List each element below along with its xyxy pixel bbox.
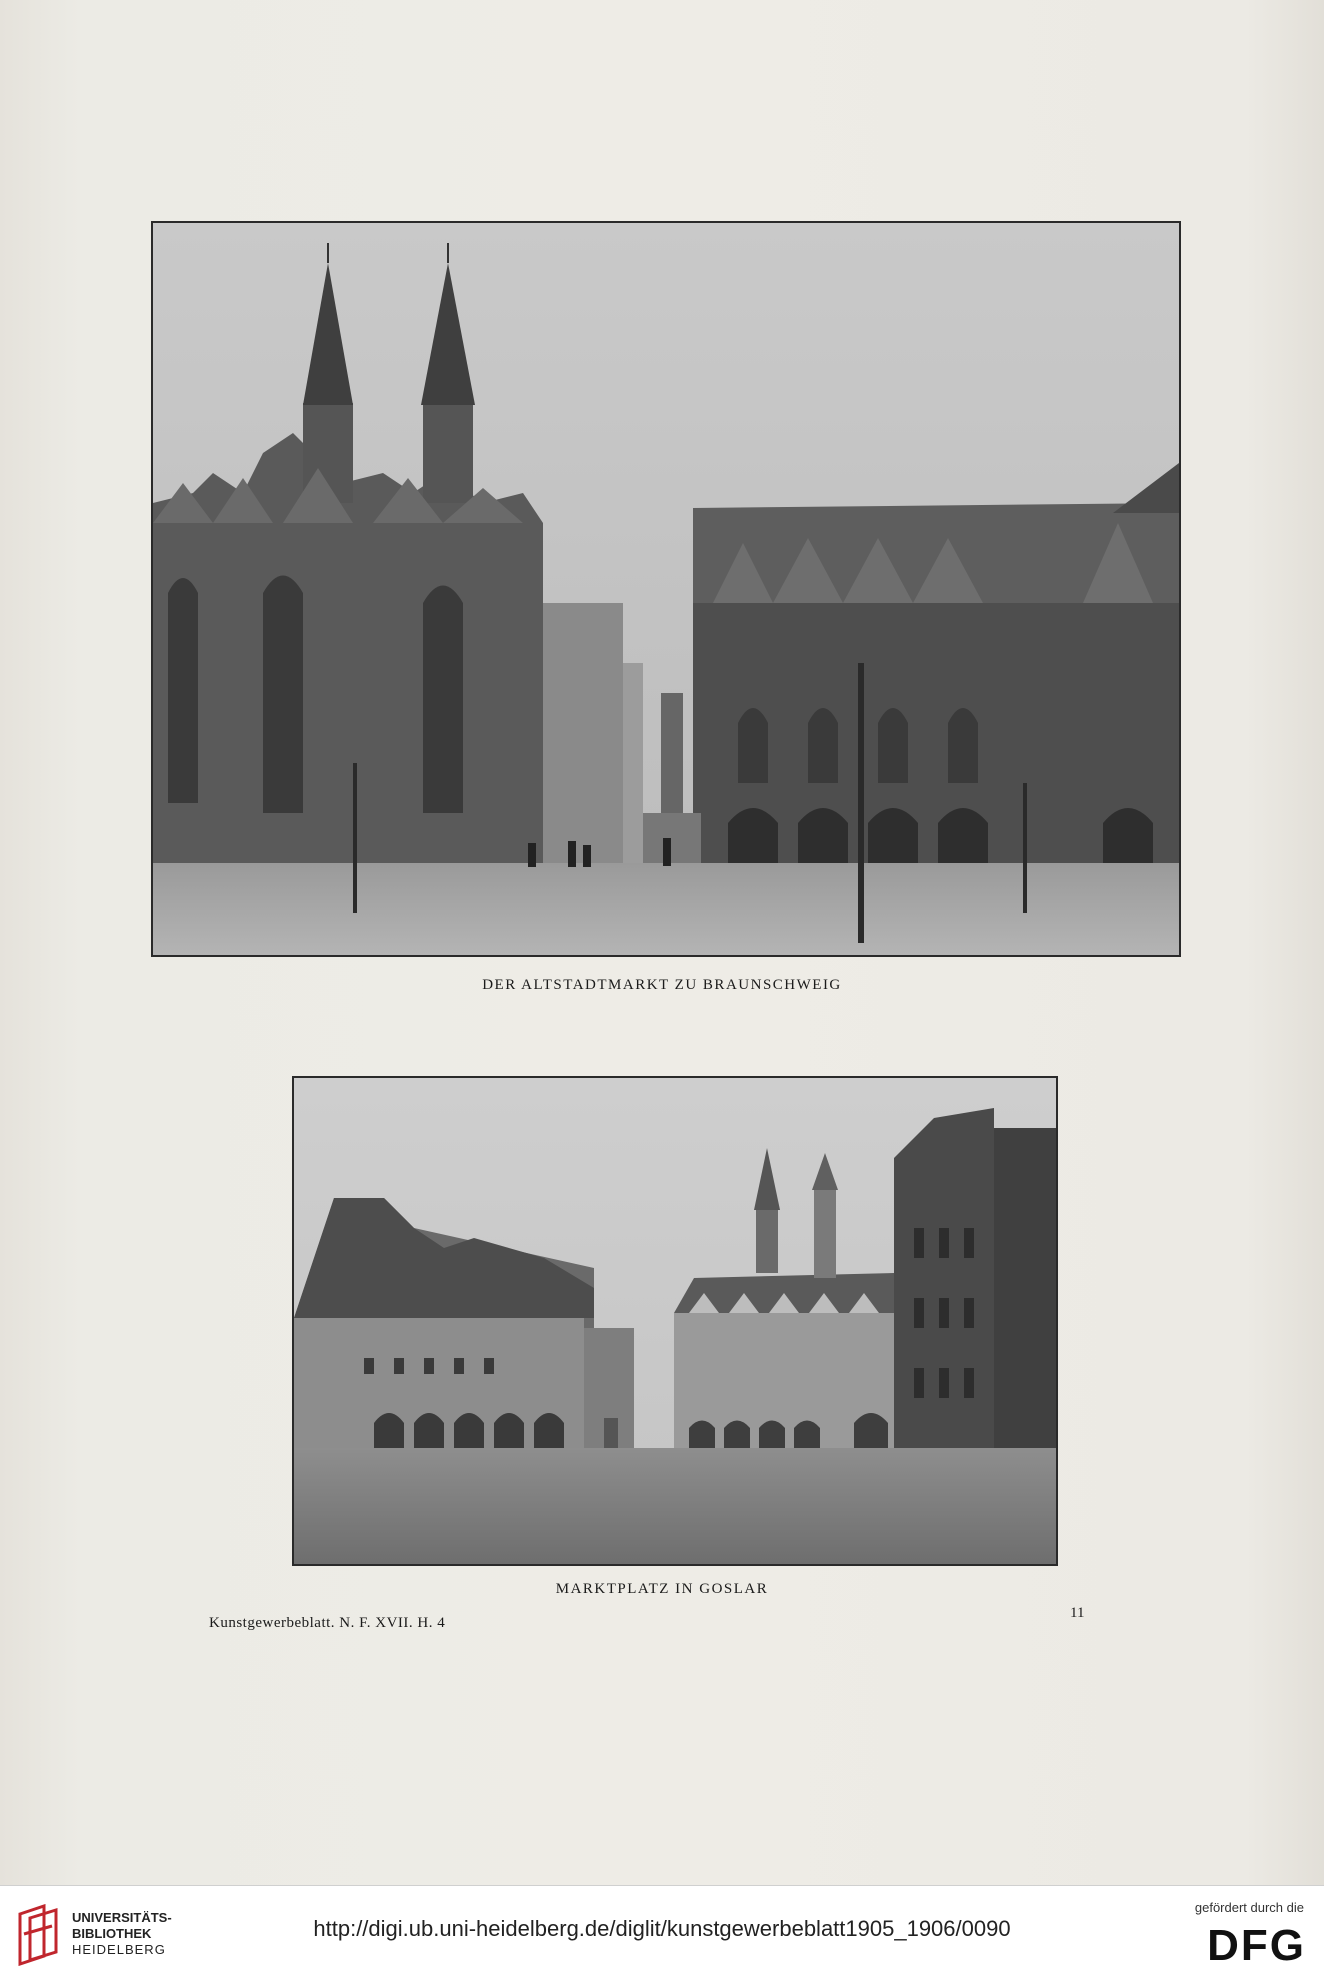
library-name-line1: UNIVERSITÄTS- <box>72 1910 172 1925</box>
library-name-line3: HEIDELBERG <box>72 1942 166 1957</box>
dfg-logo[interactable]: DFG <box>1207 1921 1306 1970</box>
sponsor-label: gefördert durch die <box>1194 1900 1304 1915</box>
photo-braunschweig <box>151 221 1181 957</box>
photo-goslar <box>292 1076 1058 1566</box>
journal-reference: Kunstgewerbeblatt. N. F. XVII. H. 4 <box>209 1615 446 1631</box>
caption-braunschweig: DER ALTSTADTMARKT ZU BRAUNSCHWEIG <box>482 977 842 993</box>
permalink-url[interactable]: http://digi.ub.uni-heidelberg.de/diglit/kunstgewerbeblatt1905_1906/0090 <box>313 1916 1011 1941</box>
archive-footer-bar <box>0 1885 1324 1982</box>
caption-goslar: MARKTPLATZ IN GOSLAR <box>555 1581 769 1597</box>
library-name-line2: BIBLIOTHEK <box>72 1926 152 1941</box>
goslar-image <box>294 1078 1056 1564</box>
page-number: 11 <box>1070 1605 1085 1621</box>
braunschweig-image <box>153 223 1179 955</box>
